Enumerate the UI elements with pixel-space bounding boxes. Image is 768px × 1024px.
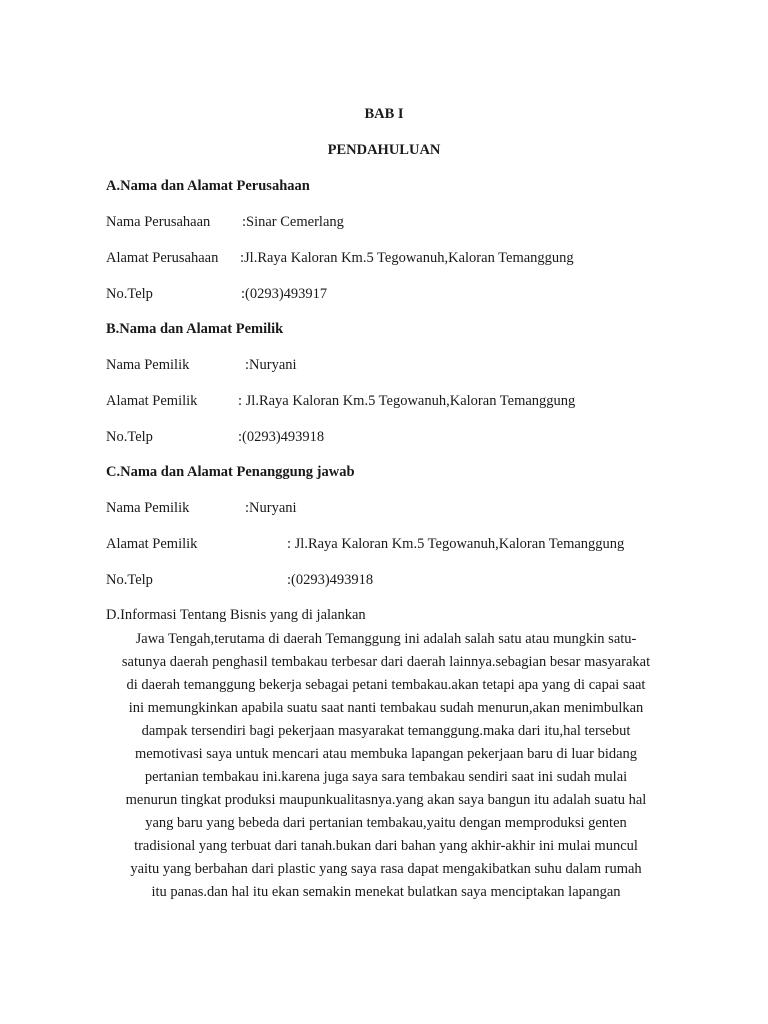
company-address-label: Alamat Perusahaan <box>106 250 219 266</box>
responsible-address-value: : Jl.Raya Kaloran Km.5 Tegowanuh,Kaloran Temanggung <box>287 536 625 552</box>
responsible-address-label: Alamat Pemilik <box>106 536 198 552</box>
paragraph-line: yang baru yang bebeda dari pertanian tembakau,yaitu dengan memproduksi genten <box>145 815 627 831</box>
paragraph-line: di daerah temanggung bekerja sebagai petani tembakau.akan tetapi apa yang di capai saat <box>126 677 646 693</box>
responsible-phone-value: :(0293)493918 <box>287 572 374 588</box>
owner-name-label: Nama Pemilik <box>106 357 190 373</box>
paragraph-line: ini memungkinkan apabila suatu saat nanti tembakau sudah menurun,akan menimbulkan <box>128 700 644 716</box>
business-info-paragraph <box>100 628 672 904</box>
responsible-phone-label: No.Telp <box>106 572 153 588</box>
paragraph-line: yaitu yang berbahan dari plastic yang saya rasa dapat mengakibatkan suhu dalam rumah <box>130 861 642 877</box>
section-c-heading: C.Nama dan Alamat Penanggung jawab <box>106 464 355 480</box>
company-name-value: :Sinar Cemerlang <box>242 214 344 230</box>
paragraph-line: dampak tersendiri bagi pekerjaan masyarakat temanggung.maka dari itu,hal tersebut <box>141 723 631 739</box>
owner-name-value: :Nuryani <box>245 357 297 373</box>
responsible-name-value: :Nuryani <box>245 500 297 516</box>
chapter-number: BAB I <box>364 106 404 122</box>
paragraph-line: memotivasi saya untuk mencari atau membuka lapangan pekerjaan baru di luar bidang <box>134 746 638 762</box>
owner-address-value: : Jl.Raya Kaloran Km.5 Tegowanuh,Kaloran Temanggung <box>238 393 576 409</box>
owner-phone-label: No.Telp <box>106 429 153 445</box>
paragraph-line: satunya daerah penghasil tembakau terbesar dari daerah lainnya.sebagian besar masyarakat <box>121 654 651 670</box>
paragraph-line: tradisional yang terbuat dari tanah.bukan dari bahan yang akhir-akhir ini mulai muncul <box>134 838 638 854</box>
section-a-heading: A.Nama dan Alamat Perusahaan <box>106 178 310 194</box>
paragraph-line: pertanian tembakau ini.karena juga saya sara tembakau sendiri saat ini sudah mulai <box>144 769 628 785</box>
section-b-heading: B.Nama dan Alamat Pemilik <box>106 321 284 337</box>
chapter-title: PENDAHULUAN <box>327 142 441 158</box>
owner-address-label: Alamat Pemilik <box>106 393 198 409</box>
company-name-label: Nama Perusahaan <box>106 214 211 230</box>
responsible-name-label: Nama Pemilik <box>106 500 190 516</box>
paragraph-line: itu panas.dan hal itu ekan semakin menekat bulatkan saya menciptakan lapangan <box>151 884 621 900</box>
section-d-heading: D.Informasi Tentang Bisnis yang di jalankan <box>106 607 366 623</box>
company-address-value: :Jl.Raya Kaloran Km.5 Tegowanuh,Kaloran Temanggung <box>240 250 574 266</box>
paragraph-line: menurun tingkat produksi maupunkualitasnya.yang akan saya bangun itu adalah suatu hal <box>125 792 647 808</box>
paragraph-line: Jawa Tengah,terutama di daerah Temanggung ini adalah salah satu atau mungkin satu- <box>135 631 637 647</box>
owner-phone-value: :(0293)493918 <box>238 429 325 445</box>
company-phone-value: :(0293)493917 <box>241 286 328 302</box>
company-phone-label: No.Telp <box>106 286 153 302</box>
